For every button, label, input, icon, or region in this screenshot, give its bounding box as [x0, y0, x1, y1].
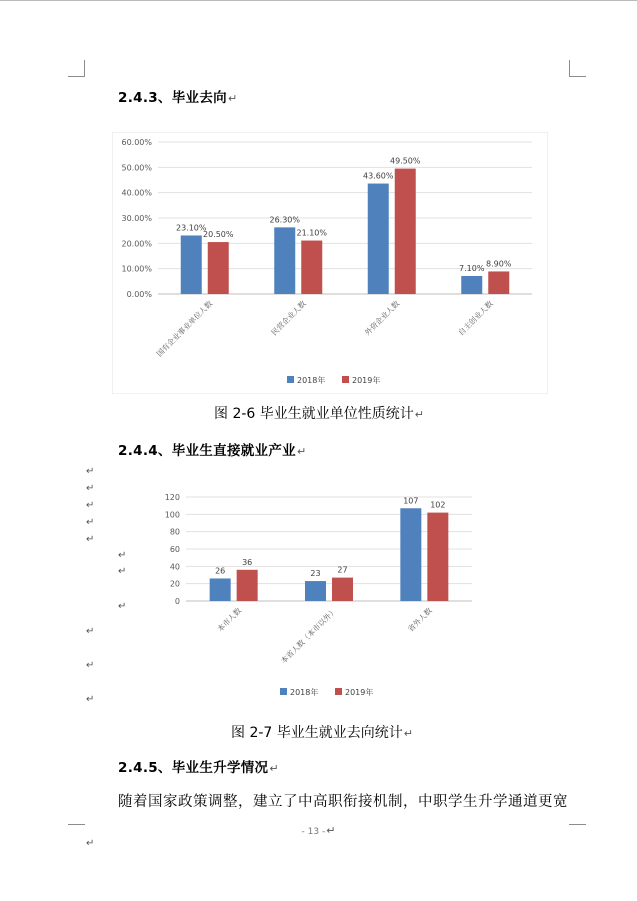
- y-tick-label: 50.00%: [121, 163, 152, 173]
- bar: [237, 570, 258, 601]
- section-number: 2.4.3、: [118, 90, 172, 106]
- section-title: 毕业去向: [171, 90, 227, 106]
- crop-mark-top-right: [569, 60, 570, 77]
- bar: [301, 241, 322, 294]
- legend-swatch: [280, 688, 287, 695]
- paragraph-mark: ↵: [326, 824, 336, 837]
- legend-label: 2018年: [290, 688, 319, 697]
- y-tick-label: 100: [164, 510, 180, 520]
- paragraph-mark: ↵: [118, 601, 127, 612]
- y-tick-label: 20: [169, 579, 180, 589]
- paragraph-mark: ↵: [403, 727, 413, 740]
- data-label: 36: [242, 557, 253, 567]
- body-paragraph: 随着国家政策调整，建立了中高职衔接机制，中职学生升学通道更宽: [118, 794, 568, 810]
- bar: [461, 276, 482, 294]
- data-label: 49.50%: [389, 156, 421, 166]
- data-label: 23.10%: [175, 223, 207, 233]
- y-tick-label: 30.00%: [121, 214, 152, 223]
- bar: [395, 169, 416, 294]
- crop-mark-top-left: [68, 76, 85, 77]
- employment-destination-bar-chart: [150, 484, 480, 706]
- x-category-label: 外资企业人数: [362, 299, 402, 338]
- section-heading-2-4-4: [118, 439, 306, 459]
- bar: [208, 242, 229, 294]
- x-category-label: 本省人数（本市以外）: [279, 606, 339, 666]
- paragraph-mark: ↵: [86, 694, 95, 705]
- bar: [368, 184, 389, 294]
- crop-mark-top-right: [569, 76, 586, 77]
- figure-caption-2-6: 图 2-6 毕业生就业单位性质统计↵: [214, 406, 424, 422]
- paragraph-mark: ↵: [86, 660, 95, 671]
- legend-label: 2019年: [345, 688, 374, 697]
- employer-type-bar-chart: [112, 132, 548, 394]
- data-label: 26: [215, 566, 226, 576]
- paragraph-mark: ↵: [86, 483, 95, 494]
- data-label: 26.30%: [269, 215, 301, 225]
- y-tick-label: 40.00%: [121, 188, 152, 198]
- data-label: 20.50%: [202, 230, 234, 240]
- bar: [427, 513, 448, 601]
- y-tick-label: 0: [174, 597, 180, 606]
- paragraph-mark: ↵: [86, 626, 95, 637]
- paragraph-mark: ↵: [414, 408, 424, 421]
- data-label: 23: [310, 569, 321, 579]
- bar: [332, 578, 353, 601]
- x-category-label: 省外人数: [406, 606, 434, 634]
- bar: [488, 271, 509, 294]
- section-heading-2-4-3: [118, 86, 237, 106]
- page-number: - 13 -↵: [301, 824, 336, 837]
- paragraph-mark: ↵: [86, 517, 95, 528]
- figure-caption-2-7: 图 2-7 毕业生就业去向统计↵: [231, 725, 413, 741]
- data-label: 8.90%: [486, 259, 512, 269]
- paragraph-mark: ↵: [269, 762, 279, 775]
- y-tick-label: 120: [164, 493, 180, 502]
- data-label: 43.60%: [362, 171, 394, 181]
- paragraph-mark: ↵: [86, 466, 95, 477]
- y-tick-label: 40: [169, 562, 180, 572]
- y-tick-label: 0.00%: [126, 290, 152, 299]
- bar: [210, 578, 231, 601]
- y-tick-label: 10.00%: [121, 264, 152, 274]
- bar: [305, 581, 326, 601]
- data-label: 102: [430, 500, 446, 510]
- data-label: 27: [337, 565, 348, 575]
- paragraph-mark: ↵: [86, 500, 95, 511]
- x-category-label: 民营企业人数: [269, 299, 308, 338]
- paragraph-mark: ↵: [86, 838, 95, 849]
- legend-swatch: [287, 376, 294, 383]
- y-tick-label: 20.00%: [121, 239, 152, 249]
- section-number: 2.4.5、: [118, 760, 172, 776]
- paragraph-mark: ↵: [227, 92, 238, 105]
- paragraph-mark: ↵: [296, 445, 307, 458]
- x-category-label: 本市人数: [215, 606, 244, 634]
- crop-mark-top-left: [84, 60, 85, 77]
- legend-label: 2019年: [352, 376, 381, 385]
- y-tick-label: 60.00%: [121, 138, 152, 147]
- y-tick-label: 60: [169, 545, 180, 554]
- data-label: 107: [403, 496, 419, 506]
- y-tick-label: 80: [169, 527, 180, 537]
- data-label: 7.10%: [459, 264, 485, 274]
- paragraph-mark: ↵: [86, 534, 95, 545]
- data-label: 21.10%: [296, 228, 328, 238]
- legend-swatch: [342, 376, 349, 383]
- paragraph-mark: ↵: [118, 550, 127, 561]
- bar: [274, 227, 295, 294]
- section-title: 毕业生升学情况: [171, 760, 269, 776]
- x-category-label: 国有企业事业单位人数: [154, 299, 215, 359]
- legend-label: 2018年: [297, 376, 326, 385]
- section-title: 毕业生直接就业产业: [171, 443, 296, 459]
- section-heading-2-4-5: [118, 756, 279, 776]
- paragraph-mark: ↵: [118, 566, 127, 577]
- bar: [400, 508, 421, 601]
- legend-swatch: [335, 688, 342, 695]
- section-number: 2.4.4、: [118, 443, 172, 459]
- bar: [181, 235, 202, 294]
- page-top-border: [0, 0, 637, 1]
- x-category-label: 自主创业人数: [456, 299, 495, 338]
